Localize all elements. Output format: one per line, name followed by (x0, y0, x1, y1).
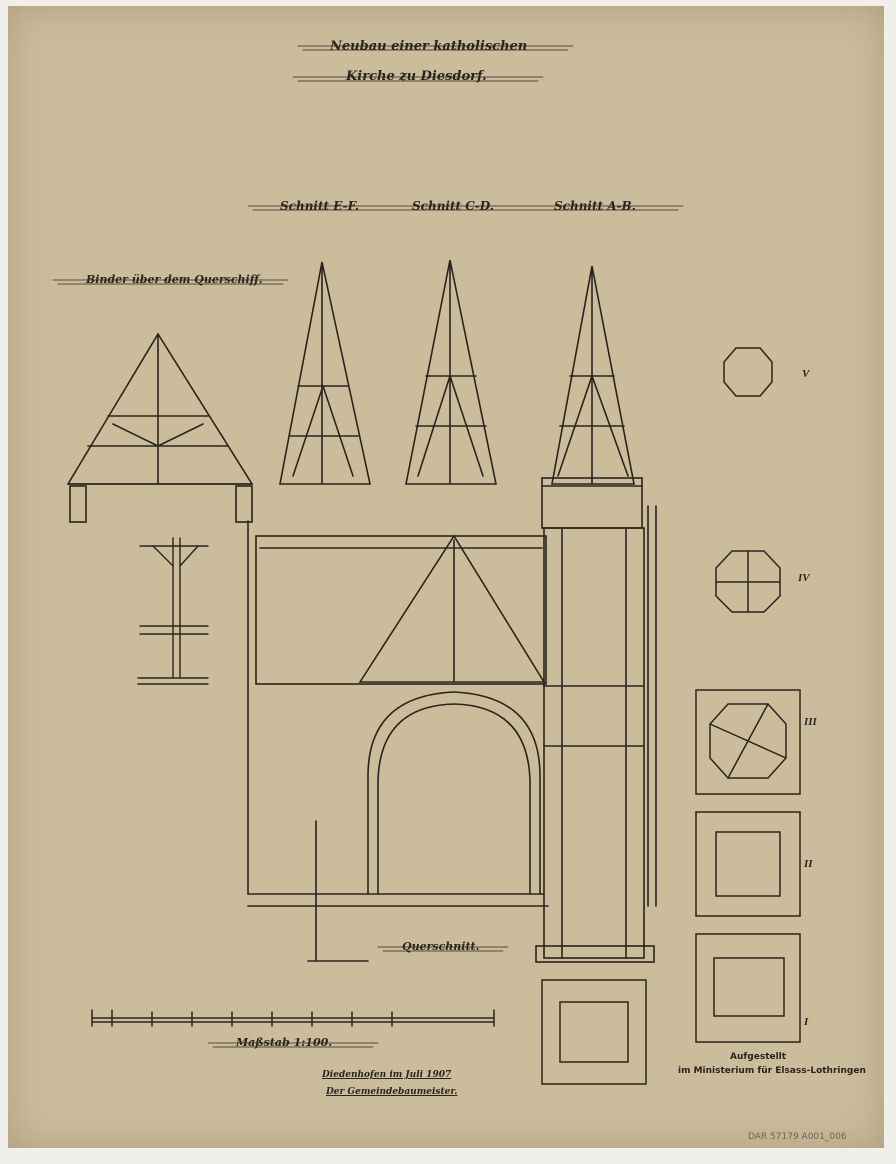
signature-title: Der Gemeindebaumeister. (326, 1087, 458, 1097)
title-line-1: Neubau einer katholischen (330, 39, 528, 54)
section-cd-label: Schnitt C-D. (412, 199, 494, 213)
cross-section-label: Querschnitt. (402, 940, 480, 953)
post-detail (138, 538, 208, 684)
plan-mark-ii: II (804, 858, 813, 870)
architectural-drawing (8, 6, 884, 1148)
plan-mark-iv: IV (798, 572, 810, 584)
archive-reference: DAR 57179 A001_006 (748, 1132, 847, 1142)
scale-bar (92, 1010, 494, 1026)
truss-label: Binder über dem Querschiff. (86, 273, 263, 286)
drawing-sheet (8, 6, 884, 1148)
section-ab-label: Schnitt A-B. (554, 199, 636, 213)
signature-date: Diedenhofen im Juli 1907 (322, 1070, 452, 1080)
scale-label: Maßstab 1:100. (236, 1036, 333, 1049)
ministry-line-1: Aufgestellt (730, 1052, 787, 1062)
plan-mark-iii: III (804, 716, 817, 728)
spire-sections (280, 260, 634, 484)
plan-mark-v: V (802, 368, 810, 380)
truss-drawing (68, 334, 252, 522)
section-ef-label: Schnitt E-F. (280, 199, 360, 213)
plan-views (542, 348, 800, 1084)
title-line-2: Kirche zu Diesdorf. (346, 69, 487, 84)
plan-mark-i: I (804, 1016, 809, 1028)
ministry-line-2: im Ministerium für Elsass-Lothringen (678, 1066, 866, 1076)
cross-section-drawing (248, 478, 656, 962)
